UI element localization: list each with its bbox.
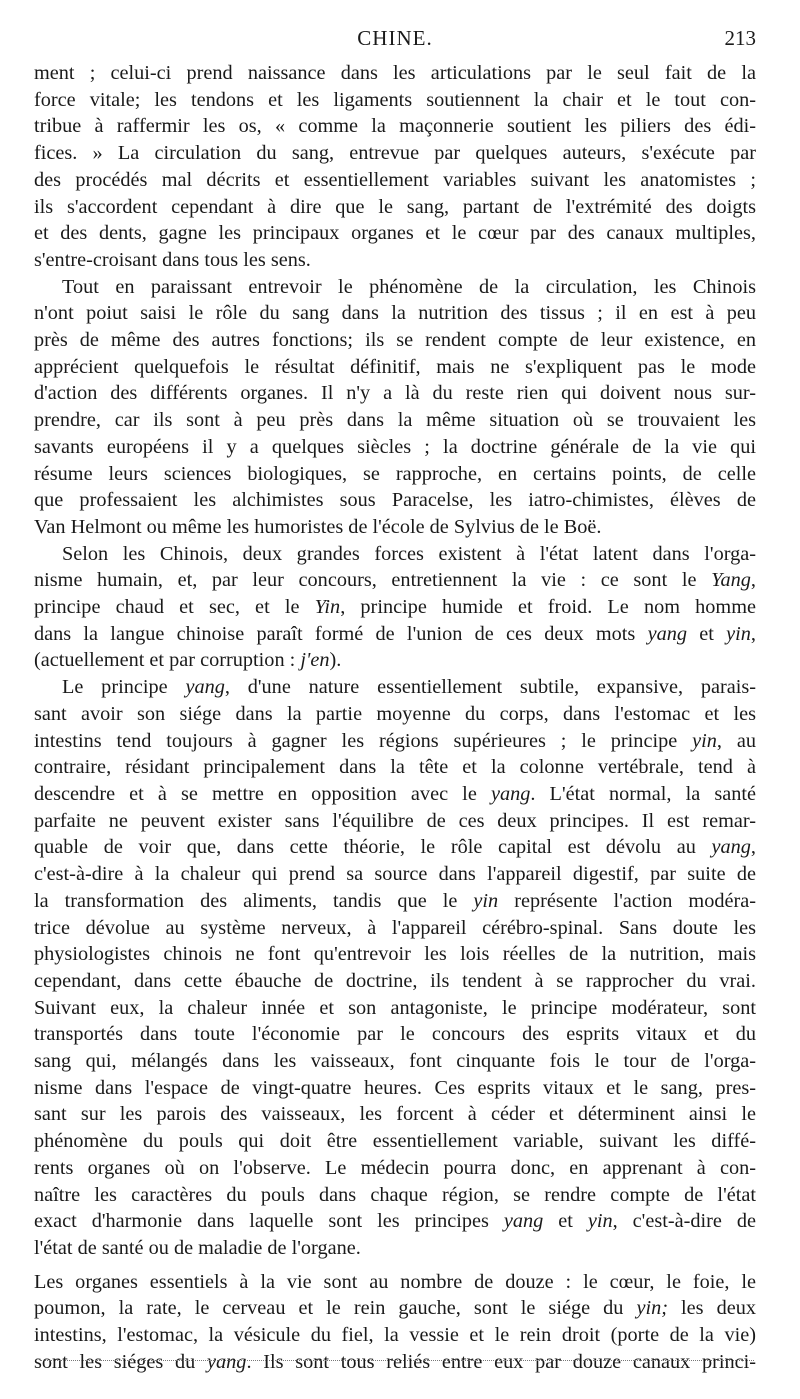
text-line: cependant, dans cette ébauche de doctrine, ils tendent à se rapprocher du vrai. xyxy=(34,969,756,992)
italic-term: yang xyxy=(503,1210,544,1233)
paragraph-gap xyxy=(34,1262,756,1269)
text-line: et des dents, gagne les principaux organes et le cœur par des canaux multiples, xyxy=(34,222,756,245)
text-line: sant sur les parois des vaisseaux, les forcent à céder et déterminent ainsi le xyxy=(34,1103,756,1126)
text-line: transportés dans toute l'économie par le concours des esprits vitaux et du xyxy=(34,1023,756,1046)
text-line: rents organes où on l'observe. Le médecin pourra donc, en apprenant à con- xyxy=(34,1156,756,1179)
text-line: phénomène du pouls qui doit être essentiellement variable, suivant les diffé- xyxy=(34,1130,756,1153)
text-line: naître les caractères du pouls dans chaque région, se rendre compte de l'état xyxy=(34,1183,756,1206)
paragraph-2 xyxy=(34,274,756,541)
text-fragment: . L'état normal, la santé xyxy=(530,782,757,805)
text-line: tribue à raffermir les os, « comme la maçonnerie soutient les piliers des édi- xyxy=(34,115,756,138)
page-header xyxy=(34,26,756,56)
text-line: Selon les Chinois, deux grandes forces existent à l'état latent dans l'orga- xyxy=(62,542,756,565)
text-fragment: exact d'harmonie dans laquelle sont les principes xyxy=(34,1210,504,1233)
italic-term: Yang xyxy=(711,569,751,592)
text-fragment: intestins tend toujours à gagner les régions supérieures ; le principe xyxy=(34,729,693,752)
text-line: des procédés mal décrits et essentiellement variables suivant les anatomistes ; xyxy=(34,168,756,191)
italic-term: yin xyxy=(473,889,499,912)
text-line: trice dévolue au système nerveux, à l'appareil cérébro-spinal. Sans doute les xyxy=(34,916,756,939)
text-line: Les organes essentiels à la vie sont au nombre de douze : le cœur, le foie, le xyxy=(34,1270,756,1293)
text-line xyxy=(34,1208,756,1235)
italic-term: yin xyxy=(587,1210,613,1233)
text-line: apprécient quelquefois le résultat définitif, mais ne s'expliquent pas le mode xyxy=(34,355,756,378)
running-head: CHINE. xyxy=(357,26,433,50)
text-fragment: nisme humain, et, par leur concours, entretiennent la vie : ce sont le xyxy=(34,569,712,592)
text-line xyxy=(34,728,756,755)
text-line: d'action des différents organes. Il n'y a là du reste rien qui doivent nous sur- xyxy=(34,382,756,405)
footer-dotted-rule xyxy=(40,1360,754,1361)
text-fragment: poumon, la rate, le cerveau et le rein gauche, sont le siége du xyxy=(34,1297,637,1320)
italic-term: yang xyxy=(647,622,687,645)
text-line: c'est-à-dire à la chaleur qui prend sa source dans l'appareil digestif, par suite de xyxy=(34,863,756,886)
text-fragment: et xyxy=(687,622,727,645)
text-fragment: . Ils sont tous reliés entre eux par douze canaux princi- xyxy=(246,1350,757,1373)
italic-term: yin; xyxy=(636,1297,668,1320)
italic-term: yin xyxy=(726,622,751,645)
text-fragment: principe chaud et sec, et le xyxy=(34,596,315,619)
text-fragment: , xyxy=(750,622,756,645)
text-line: force vitale; les tendons et les ligaments soutiennent la chair et le tout con- xyxy=(34,88,756,111)
text-fragment: descendre et à se mettre en opposition avec le xyxy=(34,782,491,805)
paragraph-3 xyxy=(34,541,756,675)
text-line: l'état de santé ou de maladie de l'organe. xyxy=(34,1236,361,1259)
text-line: n'ont poiut saisi le rôle du sang dans la nutrition des tissus ; il en est à peu xyxy=(34,302,756,325)
text-fragment: représente l'action modéra- xyxy=(498,889,756,912)
text-fragment: Le principe xyxy=(62,676,186,699)
text-line: physiologistes chinois ne font qu'entrevoir les lois réelles de la nutrition, mais xyxy=(34,943,756,966)
text-fragment: et xyxy=(543,1210,588,1233)
text-line: près de même des autres fonctions; ils se rendent compte de leur existence, en xyxy=(34,329,756,352)
paragraph-4 xyxy=(34,674,756,1261)
text-line: Van Helmont ou même les humoristes de l'école de Sylvius de le Boë. xyxy=(34,515,602,538)
text-line: contraire, résidant principalement dans la tête et la colonne vertébrale, tend à xyxy=(34,756,756,779)
text-fragment: (actuellement et par corruption : xyxy=(34,649,301,672)
text-line: Suivant eux, la chaleur innée et son antagoniste, le principe modérateur, sont xyxy=(34,996,756,1019)
text-line: fices. » La circulation du sang, entrevue par quelques auteurs, s'exécute par xyxy=(34,142,756,165)
text-line xyxy=(34,781,756,808)
text-line: ils s'accordent cependant à dire que le sang, partant de l'extrémité des doigts xyxy=(34,195,756,218)
text-line: ment ; celui-ci prend naissance dans les articulations par le seul fait de la xyxy=(34,62,756,84)
text-line xyxy=(34,594,756,621)
text-line xyxy=(34,621,756,648)
text-line: Tout en paraissant entrevoir le phénomène de la circulation, les Chinois xyxy=(62,275,756,298)
text-fragment: la transformation des aliments, tandis que le xyxy=(34,889,474,912)
text-fragment: ). xyxy=(329,649,342,672)
text-fragment: , principe humide et froid. Le nom homme xyxy=(340,596,756,619)
text-fragment: quable de voir que, dans cette théorie, le rôle capital est dévolu au xyxy=(34,836,712,859)
italic-term: yin xyxy=(692,729,717,752)
text-line xyxy=(34,647,756,674)
italic-term: yang xyxy=(185,676,225,699)
text-fragment: , xyxy=(750,569,756,592)
italic-term: yang xyxy=(711,836,751,859)
text-fragment: , d'une nature essentiellement subtile, expansive, parais- xyxy=(224,676,756,699)
text-line: s'entre-croisant dans tous les sens. xyxy=(34,248,311,271)
paragraph-1 xyxy=(34,60,756,274)
italic-term: j'en xyxy=(300,649,330,672)
text-line: savants européens il y a quelques siècles ; la doctrine générale de la vie qui xyxy=(34,435,756,458)
text-line: nisme dans l'espace de vingt-quatre heures. Ces esprits vitaux et le sang, pres- xyxy=(34,1076,756,1099)
text-fragment: , c'est-à-dire de xyxy=(612,1210,756,1233)
italic-term: yang xyxy=(490,782,531,805)
page-body xyxy=(34,60,756,1375)
text-line xyxy=(34,674,756,701)
text-line: sang qui, mélangés dans les vaisseaux, font cinquante fois le tour de l'orga- xyxy=(34,1050,756,1073)
text-line: sant avoir son siége dans la partie moyenne du corps, dans l'estomac et les xyxy=(34,702,756,725)
text-line xyxy=(34,1349,756,1376)
text-line: que professaient les alchimistes sous Paracelse, les iatro-chimistes, élèves de xyxy=(34,489,756,512)
text-fragment: les deux xyxy=(667,1297,757,1320)
text-line: parfaite ne peuvent exister sans l'équilibre de ces deux principes. Il est remar- xyxy=(34,809,756,832)
text-fragment: dans la langue chinoise paraît formé de l'union de ces deux mots xyxy=(34,622,648,645)
text-line xyxy=(34,888,756,915)
italic-term: yang xyxy=(207,1350,247,1373)
page-number: 213 xyxy=(724,26,756,50)
text-line xyxy=(34,834,756,861)
text-line xyxy=(34,567,756,594)
text-line: résume leurs sciences biologiques, se rapproche, en certains points, de celle xyxy=(34,462,756,485)
text-fragment: , xyxy=(750,836,756,859)
text-fragment: , au xyxy=(716,729,756,752)
text-fragment: sont les siéges du xyxy=(34,1350,208,1373)
italic-term: Yin xyxy=(314,596,341,619)
text-line: prendre, car ils sont à peu près dans la même situation où se trouvaient les xyxy=(34,409,756,432)
text-line: intestins, l'estomac, la vésicule du fiel, la vessie et le rein droit (porte de la vie) xyxy=(34,1324,756,1347)
text-line xyxy=(34,1295,756,1322)
